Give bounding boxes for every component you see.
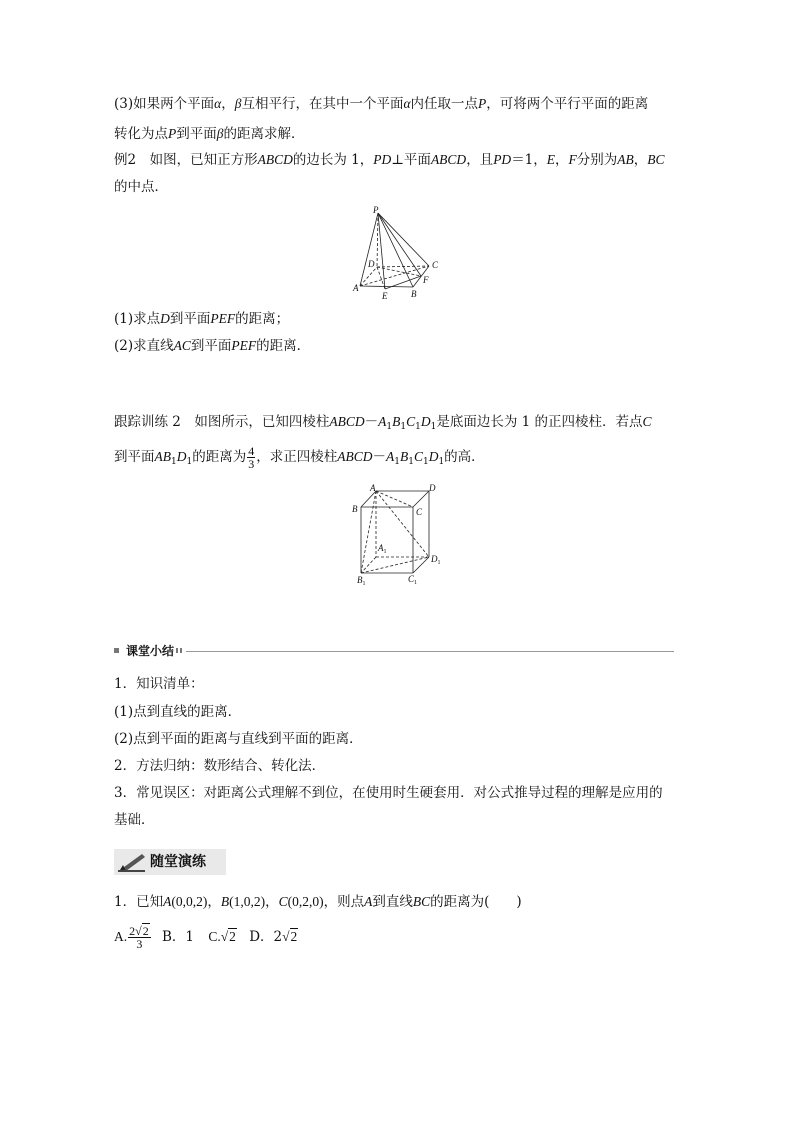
option-d: D．2√2 — [249, 929, 298, 945]
edge-AB — [361, 491, 376, 507]
label-E: E — [382, 291, 388, 301]
summary-heading — [114, 642, 674, 660]
label-D: D — [429, 483, 436, 493]
practice-question-1: 1．已知A(0,0,2)，B(1,0,2)，C(0,2,0)，则点A到直线BC的距离为( ) — [114, 894, 522, 910]
para-3-line-2: 转化为点P到平面β的距离求解． — [114, 126, 305, 142]
edge-PE — [378, 213, 385, 289]
edge-DC — [413, 491, 429, 507]
example-2-line-2: 的中点． — [114, 179, 168, 195]
practice-banner — [114, 849, 226, 875]
summary-title: 课堂小结 — [126, 644, 175, 658]
question-1: (1)求点D到平面PEF的距离； — [114, 311, 290, 327]
training-2-line-1: 跟踪训练 2 如图所示，已知四棱柱$ABCD-A_1B_1C_1D_1$是底面边长为 1 的正四棱柱．若点C — [114, 414, 652, 432]
summary-item-4: 2．方法归纳：数形结合、转化法． — [114, 758, 326, 774]
label-P: P — [373, 205, 379, 215]
label-B: B — [352, 504, 358, 514]
edge-AB1 — [361, 491, 376, 573]
summary-item-6: 基础． — [114, 812, 155, 828]
fraction-4-3: $\frac{4}{3}$ — [248, 444, 255, 471]
prism-figure — [350, 482, 445, 587]
label-F: F — [423, 275, 429, 285]
dotted-rule-icon — [176, 648, 184, 653]
option-a-label: A. — [114, 929, 128, 944]
label-C: C — [432, 260, 439, 270]
edge-A1B1 — [361, 557, 376, 573]
label-A1: $A_1$ — [378, 543, 387, 555]
edge-C1D1 — [413, 557, 429, 573]
edge-AD1 — [376, 491, 429, 557]
option-b: B．1 — [162, 929, 195, 945]
pencil-icon — [118, 852, 146, 872]
edge-PC — [378, 213, 429, 266]
edge-DC — [377, 266, 429, 267]
summary-item-2: (1)点到直线的距离． — [114, 704, 242, 720]
practice-options — [114, 922, 298, 952]
example-2-line-1: 例2 如图，已知正方形ABCD的边长为 1，PD⊥平面ABCD，且PD＝1，E，F分别为AB，BC — [114, 152, 665, 168]
square-bullet-icon — [114, 648, 119, 653]
label-B1: $B_1$ — [357, 575, 366, 587]
practice-title: 随堂演练 — [150, 854, 206, 870]
summary-item-5: 3．常见误区：对距离公式理解不到位，在使用时生硬套用．对公式推导过程的理解是应用的 — [114, 785, 663, 801]
label-A: A — [370, 483, 376, 493]
summary-item-1: 1．知识清单： — [114, 676, 204, 692]
edge-AB — [360, 286, 413, 287]
divider — [186, 651, 674, 652]
edge-AC — [360, 266, 429, 286]
question-2: (2)求直线AC到平面PEF的距离． — [114, 338, 311, 354]
label-B: B — [411, 289, 417, 299]
edge-PA — [360, 213, 378, 286]
para-3-line-1: (3)如果两个平面α，β互相平行，在其中一个平面α内任取一点P，可将两个平行平面的距离 — [114, 96, 649, 112]
edge-PD — [377, 213, 378, 267]
option-a-value: $\frac{2√2}{3}$ — [129, 924, 149, 951]
label-A: A — [353, 283, 359, 293]
label-C1: $C_1$ — [408, 574, 418, 586]
pyramid-figure — [345, 203, 450, 303]
summary-item-3: (2)点到平面的距离与直线到平面的距离． — [114, 731, 363, 747]
training-2-line-2: 到平面$AB_1D_1$的距离为 $\frac{4}{3}$ ，求正四棱柱$ABCD-A_1B_1C_1D_1$的高． — [114, 444, 485, 471]
label-D1: $D_1$ — [431, 554, 441, 566]
label-C: C — [416, 507, 423, 517]
option-c: C.√2 — [208, 929, 236, 944]
label-D: D — [368, 259, 375, 269]
edge-B1D1 — [361, 557, 429, 573]
edge-AC — [376, 491, 413, 507]
